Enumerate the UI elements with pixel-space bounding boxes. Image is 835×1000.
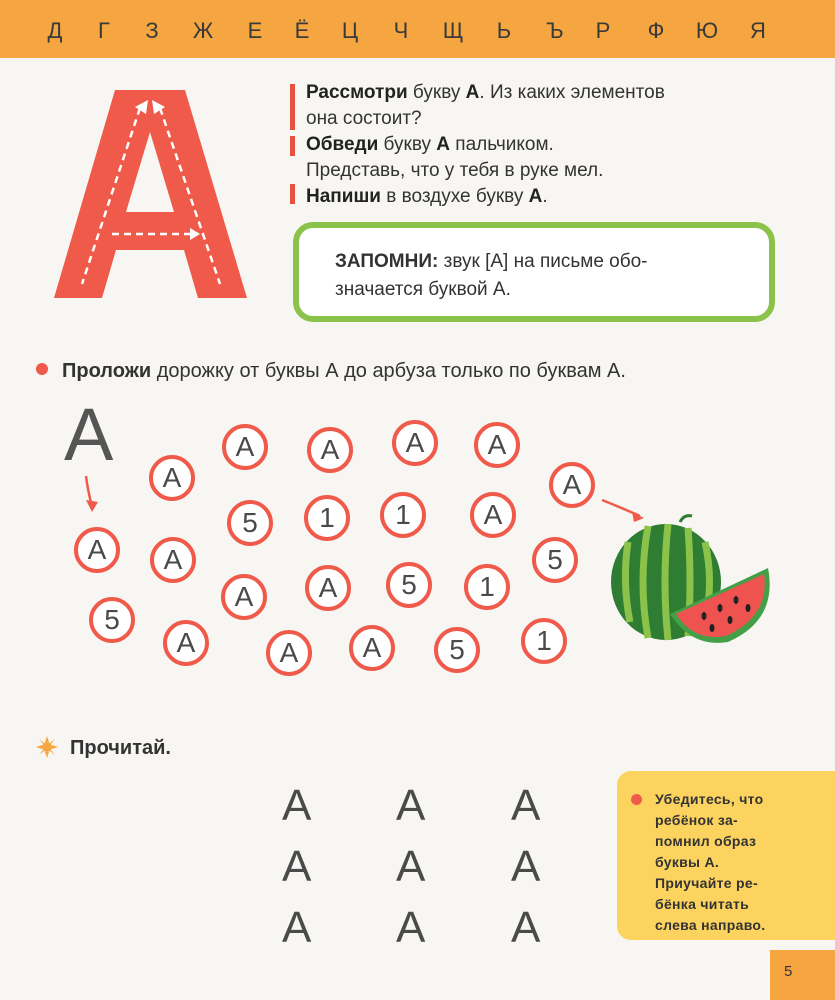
maze-circle[interactable]: А (349, 625, 395, 671)
alphabet-letter: Д (47, 18, 63, 43)
maze-circle[interactable]: А (549, 462, 595, 508)
maze-circle[interactable]: А (392, 420, 438, 466)
maze-circle[interactable]: А (266, 630, 312, 676)
alphabet-letter: З (145, 18, 159, 43)
read-letter: А (511, 903, 541, 952)
maze-circle[interactable]: 5 (386, 562, 432, 608)
page-number: 5 (784, 963, 793, 980)
alphabet-letter: Щ (442, 18, 464, 43)
alphabet-letter: Ё (294, 18, 310, 43)
instruction-line: Напиши в воздухе букву А. (306, 186, 548, 207)
maze-circle[interactable]: А (305, 565, 351, 611)
maze-start-letter: А (64, 393, 114, 476)
alphabet-letter: Ъ (546, 18, 564, 43)
remember-text: ЗАПОМНИ: звук [А] на письме обо- значается буквой А. (335, 251, 648, 300)
arrowhead-icon (86, 500, 98, 512)
alphabet-letter: Ч (393, 18, 409, 43)
maze-circle[interactable]: А (474, 422, 520, 468)
maze-circle[interactable]: 1 (521, 618, 567, 664)
alphabet-letter: Ь (496, 18, 512, 43)
alphabet-letter: Р (595, 18, 611, 43)
maze-circle[interactable]: А (307, 427, 353, 473)
maze-circle[interactable]: 5 (434, 627, 480, 673)
alphabet-letter: Ц (341, 18, 359, 43)
alphabet-letter: Е (247, 18, 263, 43)
maze-circle[interactable]: А (470, 492, 516, 538)
page-number-tab (770, 950, 835, 1000)
instruction-line: она состоит? (306, 108, 422, 129)
alphabet-letter: Г (98, 18, 110, 43)
alphabet-letter: Ж (192, 18, 214, 43)
read-letter: А (282, 842, 312, 891)
maze-circle[interactable]: А (150, 537, 196, 583)
instruction-line: Рассмотри букву А. Из каких элементов (306, 82, 665, 103)
instruction-line: Представь, что у тебя в руке мел. (306, 160, 604, 181)
maze-circle[interactable]: А (149, 455, 195, 501)
alphabet-letter: Я (750, 18, 766, 43)
sun-star-icon (36, 736, 58, 758)
bullet-dot-icon (631, 794, 642, 805)
watermelon-icon (608, 512, 778, 652)
maze-circle[interactable]: 5 (532, 537, 578, 583)
maze-circle[interactable]: 1 (380, 492, 426, 538)
instruction-line: Обведи букву А пальчиком. (306, 134, 554, 155)
maze-circle[interactable]: А (74, 527, 120, 573)
read-letter: А (396, 781, 426, 830)
read-letter: А (396, 903, 426, 952)
read-letter: А (511, 781, 541, 830)
maze-circle[interactable]: 1 (464, 564, 510, 610)
maze-circle[interactable]: А (221, 574, 267, 620)
read-letter: А (511, 842, 541, 891)
read-letter: А (282, 781, 312, 830)
alphabet-letter: Ю (695, 18, 719, 43)
maze-circle[interactable]: А (163, 620, 209, 666)
alphabet-letter: Ф (647, 18, 665, 43)
maze-circle[interactable]: А (222, 424, 268, 470)
read-letter: А (282, 903, 312, 952)
maze-circle[interactable]: 5 (89, 597, 135, 643)
parent-note (617, 771, 835, 940)
maze-circle[interactable]: 5 (227, 500, 273, 546)
maze-task-heading: Проложи дорожку от буквы А до арбуза только по буквам А. (36, 360, 626, 383)
read-letter: А (396, 842, 426, 891)
read-heading: Прочитай. (36, 736, 171, 760)
parent-note-text: Убедитесь, что ребёнок за- помнил образ буквы А. Приучайте ре- бёнка читать слева направо. (655, 791, 766, 933)
maze-circle[interactable]: 1 (304, 495, 350, 541)
